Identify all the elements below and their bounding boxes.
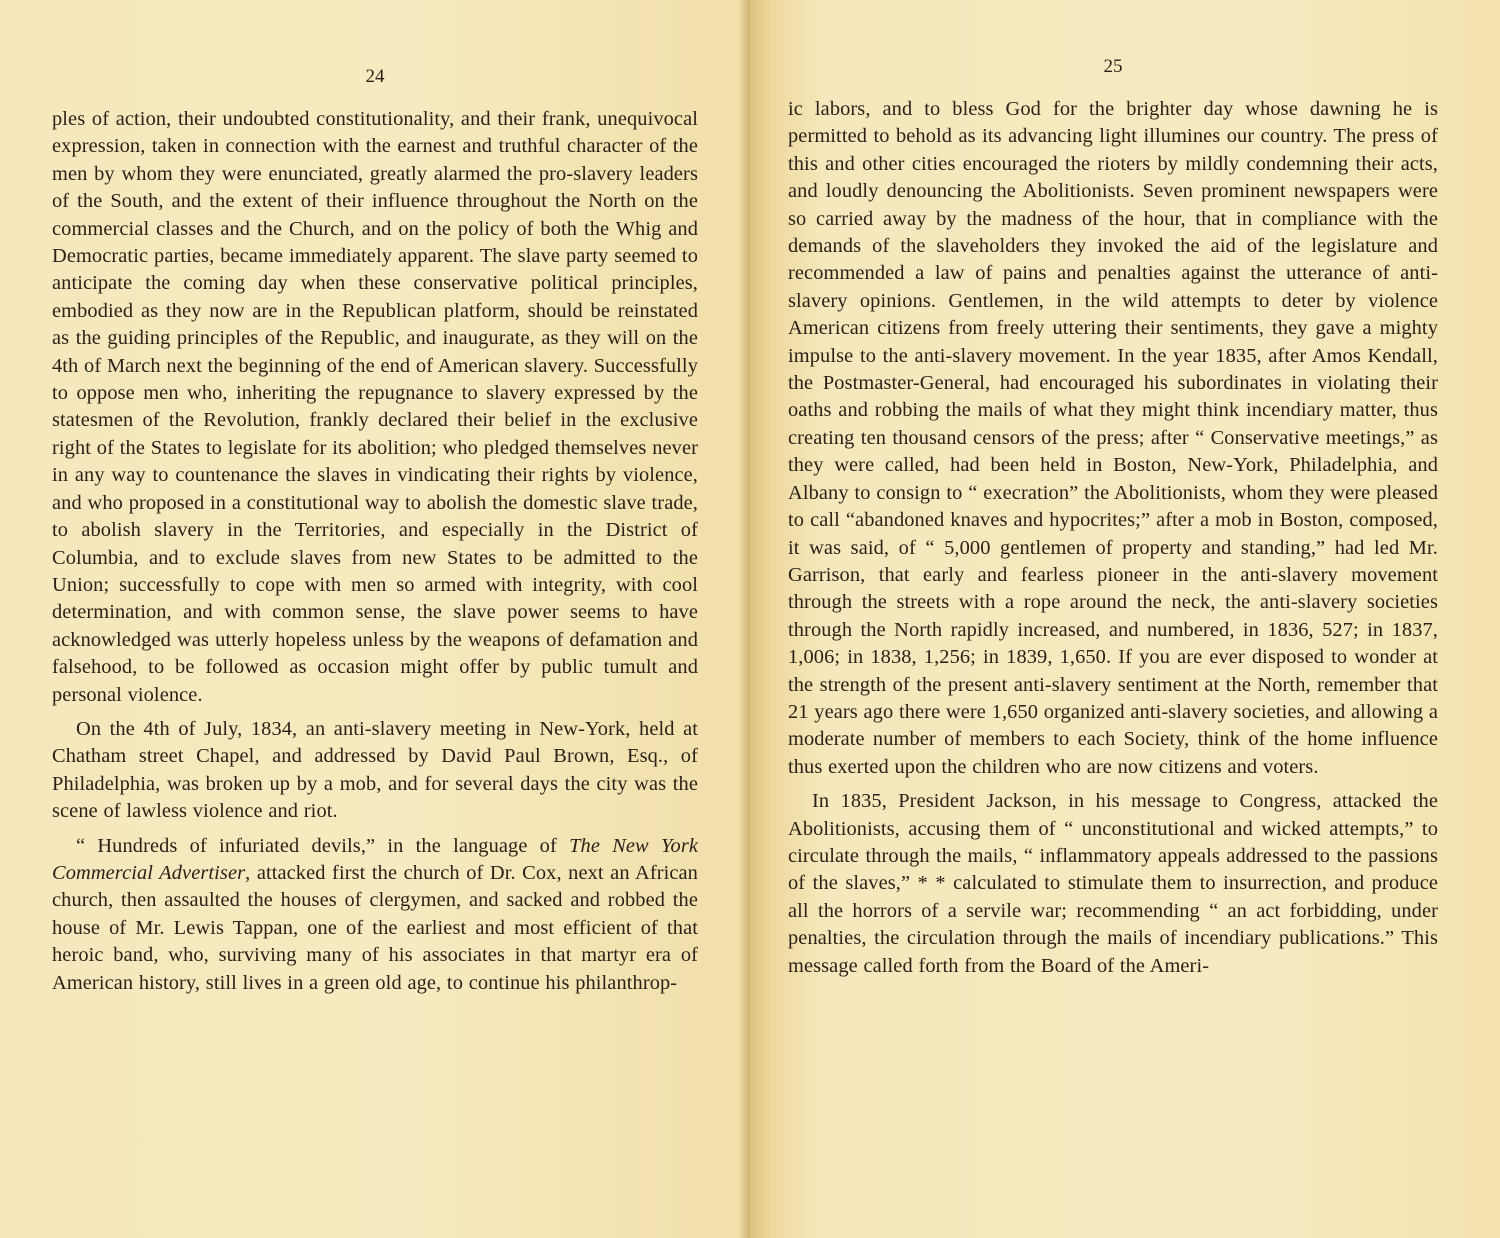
page-text [788,96,1438,980]
paragraph [52,833,698,997]
paragraph: ples of action, their undoubted constitutionality, and their frank, unequivocal expression, taken in connection with the earnest and truthful character of the men by whom they were enunciated, greatly alarmed the pro-slavery leaders of the South, and the extent of their influence throughout the North on the commercial classes and the Church, and on the policy of both the Whig and Democratic parties, became immediately apparent. The slave party seemed to anticipate the coming day when these conservative political principles, embodied as they now are in the Republican platform, should be reinstated as the guiding principles of the Republic, and inaugurate, as they will on the 4th of March next the beginning of the end of American slavery. Successfully to oppose men who, inheriting the repugnance to slavery expressed by the statesmen of the Revolution, frankly declared their belief in the exclusive right of the States to legislate for its abolition; who pledged themselves never in any way to countenance the slaves in vindicating their rights by violence, and who proposed in a constitutional way to abolish the domestic slave trade, to abolish slavery in the Territories, and especially in the District of Columbia, and to exclude slaves from new States to be admitted to the Union; successfully to cope with men so armed with integrity, with cool determination, and with common sense, the slave power seems to have acknowledged was utterly hopeless unless by the weapons of defamation and falsehood, to be followed as occasion might offer by public tumult and personal violence. [52,108,698,706]
paragraph: In 1835, President Jackson, in his message to Congress, attacked the Abolitionists, accusing them of “ unconstitutional and wicked attempts,” to circulate through the mails, “ inflammatory appeals addressed to the passions of the slaves,” * * calculated to stimulate them to insurrection, and produce all the horrors of a servile war; recommending “ an act forbidding, under penalties, the circulation through the mails of incendiary publications.” This message called forth from the Board of the Ameri- [788,790,1438,977]
page-number: 24 [365,66,385,87]
paragraph: ic labors, and to bless God for the brighter day whose dawning he is permitted to behold as its advancing light illumines our country. The press of this and other cities encouraged the rioters by mildly condemning their acts, and loudly denouncing the Abolitionists. Seven prominent newspapers were so carried away by the madness of the hour, that in compliance with the demands of the slaveholders they invoked the aid of the legislature and recommended a law of pains and penalties against the utterance of anti-slavery opinions. Gentlemen, in the wild attempts to deter by violence American citizens from freely uttering their sentiments, they gave a mighty impulse to the anti-slavery movement. In the year 1835, after Amos Kendall, the Postmaster-General, had encouraged his subordinates in violating their oaths and robbing the mails of what they might think incendiary matter, thus creating ten thousand censors of the press; after “ Conservative meetings,” as they were called, had been held in Boston, New-York, Philadelphia, and Albany to consign to “ execration” the Abolitionists, whom they were pleased to call “abandoned knaves and hypocrites;” after a mob in Boston, composed, it was said, of “ 5,000 gentlemen of property and standing,” had led Mr. Garrison, that early and fearless pioneer in the anti-slavery movement through the streets with a rope around the neck, the anti-slavery societies through the North rapidly increased, and numbered, in 1836, 527; in 1837, 1,006; in 1838, 1,256; in 1839, 1,650. If you are ever disposed to wonder at the strength of the present anti-slavery sentiment at the North, remember that 21 years ago there were 1,650 organized anti-slavery societies, and allowing a moderate number of members to each Society, think of the home influence thus exerted upon the children who are now citizens and voters. [788,98,1438,778]
page-number: 25 [1103,56,1123,77]
newspaper-title: The New York Commercial Advertiser [52,834,699,884]
quote-text: “ Hundreds of infuriated devils,” in the language of [76,834,570,857]
page-text [52,106,698,997]
right-page [750,0,1500,1238]
paragraph: On the 4th of July, 1834, an anti-slavery meeting in New-York, held at Chatham street Chapel, and addressed by David Paul Brown, Esq., of Philadelphia, was broken up by a mob, and for several days the city was the scene of lawless violence and riot. [52,717,698,823]
quote-text-continued: , attacked first the church of Dr. Cox, next an African church, then assaulted the houses of clergymen, and sacked and robbed the house of Mr. Lewis Tappan, one of the earliest and most efficient of that heroic band, who, surviving many of his associates in that martyr era of American history, still lives in a green old age, to continue his philanthrop- [52,861,698,994]
